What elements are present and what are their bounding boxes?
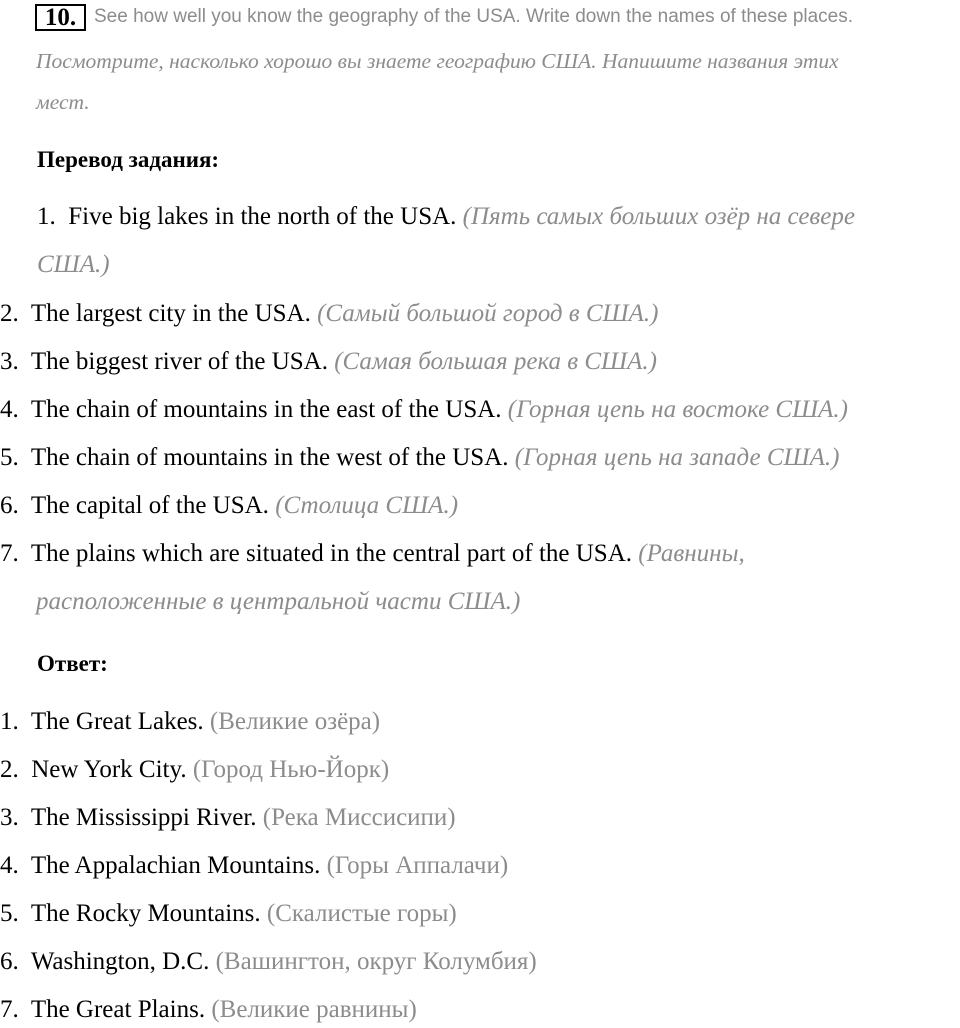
question-number: 6. (0, 492, 19, 519)
task-number-box: 10. (35, 4, 86, 31)
answer-text-ru: (Великие равнины) (211, 996, 417, 1023)
question-text-ru: (Пять самых больших озёр на севере (462, 203, 855, 230)
question-text-en: Five big lakes in the north of the USA. (68, 203, 457, 230)
answer-text-ru: (Вашингтон, округ Колумбия) (215, 948, 537, 975)
question-text-ru-continued: США.) (37, 251, 110, 278)
question-text-en: The plains which are situated in the central part of the USA. (30, 540, 633, 567)
question-item-1 (37, 203, 855, 231)
answer-item-5 (0, 900, 457, 928)
question-text-en: The chain of mountains in the west of the USA. (30, 444, 509, 471)
answer-text-ru: (Скалистые горы) (266, 900, 457, 927)
question-item-4 (0, 396, 848, 424)
answer-text-en: New York City. (31, 756, 187, 783)
answer-number: 6. (0, 948, 19, 975)
answer-number: 7. (0, 996, 19, 1023)
question-number: 4. (0, 396, 19, 423)
task-instruction-ru-line1: Посмотрите, насколько хорошо вы знаете географию США. Напишите названия этих (36, 49, 839, 73)
question-text-ru: (Столица США.) (275, 492, 459, 519)
task-instruction-ru-line2: мест. (36, 90, 90, 114)
question-number: 3. (0, 348, 19, 375)
question-item-6 (0, 492, 458, 520)
answer-text-en: The Mississippi River. (30, 804, 257, 831)
question-number: 5. (0, 444, 19, 471)
answer-item-2 (0, 756, 389, 784)
answer-text-ru: (Горы Аппалачи) (326, 852, 509, 879)
answer-text-en: The Appalachian Mountains. (30, 852, 321, 879)
answer-text-ru: (Город Нью-Йорк) (192, 756, 390, 783)
answer-number: 3. (0, 804, 19, 831)
answer-item-3 (0, 804, 456, 832)
question-item-5 (0, 444, 839, 472)
question-text-ru: (Самый большой город в США.) (317, 300, 659, 327)
answer-number: 4. (0, 852, 19, 879)
answer-item-7 (0, 996, 417, 1024)
answer-text-en: The Great Lakes. (30, 708, 204, 735)
question-number: 7. (0, 540, 19, 567)
answer-text-ru: (Река Миссисипи) (262, 804, 456, 831)
question-number: 2. (0, 300, 19, 327)
translation-heading: Перевод задания: (37, 147, 220, 172)
question-text-ru: (Горная цепь на западе США.) (514, 444, 840, 471)
answer-text-en: The Great Plains. (30, 996, 206, 1023)
answer-number: 1. (0, 708, 19, 735)
question-text-ru: (Равнины, (638, 540, 745, 567)
question-text-en: The capital of the USA. (30, 492, 269, 519)
answer-text-en: The Rocky Mountains. (30, 900, 261, 927)
answer-text-en: Washington, D.C. (30, 948, 210, 975)
question-number: 1. (37, 203, 56, 230)
question-text-ru-continued: расположенные в центральной части США.) (36, 588, 521, 615)
question-text-en: The chain of mountains in the east of the USA. (30, 396, 502, 423)
question-text-ru: (Самая большая река в США.) (334, 348, 657, 375)
question-text-en: The biggest river of the USA. (30, 348, 328, 375)
answer-item-4 (0, 852, 508, 880)
question-item-3 (0, 348, 657, 376)
answer-item-6 (0, 948, 537, 976)
question-item-7 (0, 540, 745, 568)
answer-heading: Ответ: (37, 651, 108, 676)
answer-number: 5. (0, 900, 19, 927)
question-text-ru: (Горная цепь на востоке США.) (507, 396, 849, 423)
question-item-2 (0, 300, 658, 328)
question-text-en: The largest city in the USA. (30, 300, 311, 327)
answer-number: 2. (0, 756, 19, 783)
answer-text-ru: (Великие озёра) (209, 708, 381, 735)
task-instruction-en: See how well you know the geography of the USA. Write down the names of these places. (94, 6, 854, 27)
answer-item-1 (0, 708, 380, 736)
